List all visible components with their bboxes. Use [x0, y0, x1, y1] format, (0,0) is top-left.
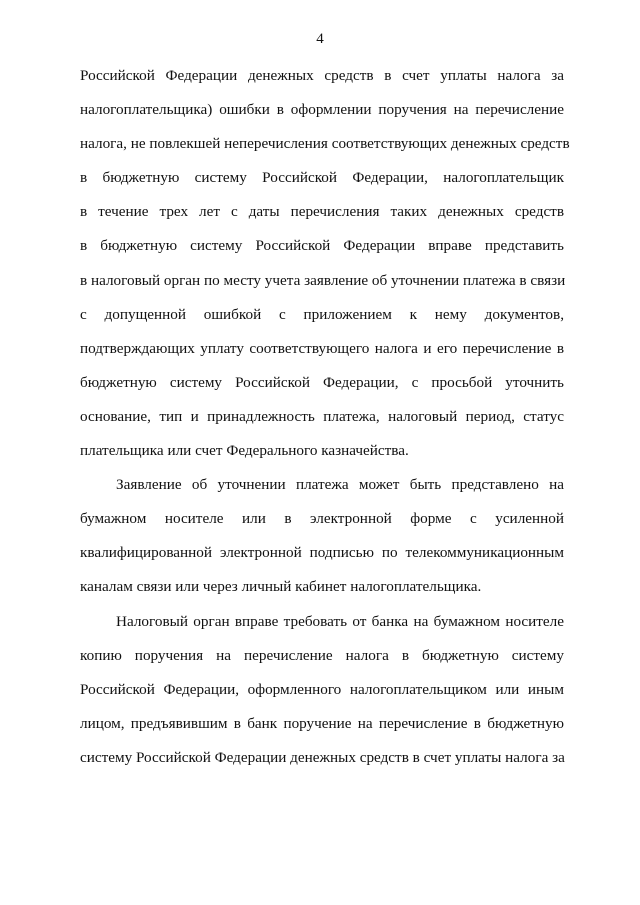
paragraph-1	[80, 66, 570, 475]
paragraph-2	[80, 475, 564, 611]
text-line: Российской Федерации, оформленного налогоплательщиком или иным	[80, 680, 564, 698]
text-line: лицом, предъявившим в банк поручение на перечисление в бюджетную	[80, 714, 564, 732]
text-line: каналам связи или через личный кабинет налогоплательщика.	[80, 578, 482, 596]
text-line: основание, тип и принадлежность платежа, налоговый период, статус	[80, 407, 564, 425]
text-line: подтверждающих уплату соответствующего налога и его перечисление в	[80, 339, 564, 357]
text-line: в течение трех лет с даты перечисления таких денежных средств	[80, 203, 564, 221]
text-line: квалифицированной электронной подписью по телекоммуникационным	[80, 544, 564, 562]
text-line: Российской Федерации денежных средств в счет уплаты налога за	[80, 67, 564, 84]
text-line: систему Российской Федерации денежных средств в счет уплаты налога за	[80, 748, 565, 766]
document-body	[80, 66, 570, 782]
page-number: 4	[316, 31, 324, 47]
text-line: бумажном носителе или в электронной форме с усиленной	[80, 510, 564, 528]
text-line: Заявление об уточнении платежа может быть представлено на	[116, 476, 564, 494]
text-line: Налоговый орган вправе требовать от банка на бумажном носителе	[116, 612, 564, 630]
text-line: налога, не повлекшей неперечисления соответствующих денежных средств	[80, 135, 570, 153]
text-line: в налоговый орган по месту учета заявление об уточнении платежа в связи	[80, 271, 566, 289]
text-line: копию поручения на перечисление налога в бюджетную систему	[80, 646, 564, 664]
text-line: в бюджетную систему Российской Федерации, налогоплательщик	[80, 169, 564, 187]
paragraph-3	[80, 612, 564, 782]
text-line: с допущенной ошибкой с приложением к нему документов,	[80, 305, 564, 323]
text-line: плательщика или счет Федерального казначейства.	[80, 442, 409, 460]
text-line: в бюджетную систему Российской Федерации вправе представить	[80, 237, 564, 255]
text-line: налогоплательщика) ошибки в оформлении поручения на перечисление	[80, 101, 564, 119]
text-line: бюджетную систему Российской Федерации, с просьбой уточнить	[80, 373, 564, 391]
